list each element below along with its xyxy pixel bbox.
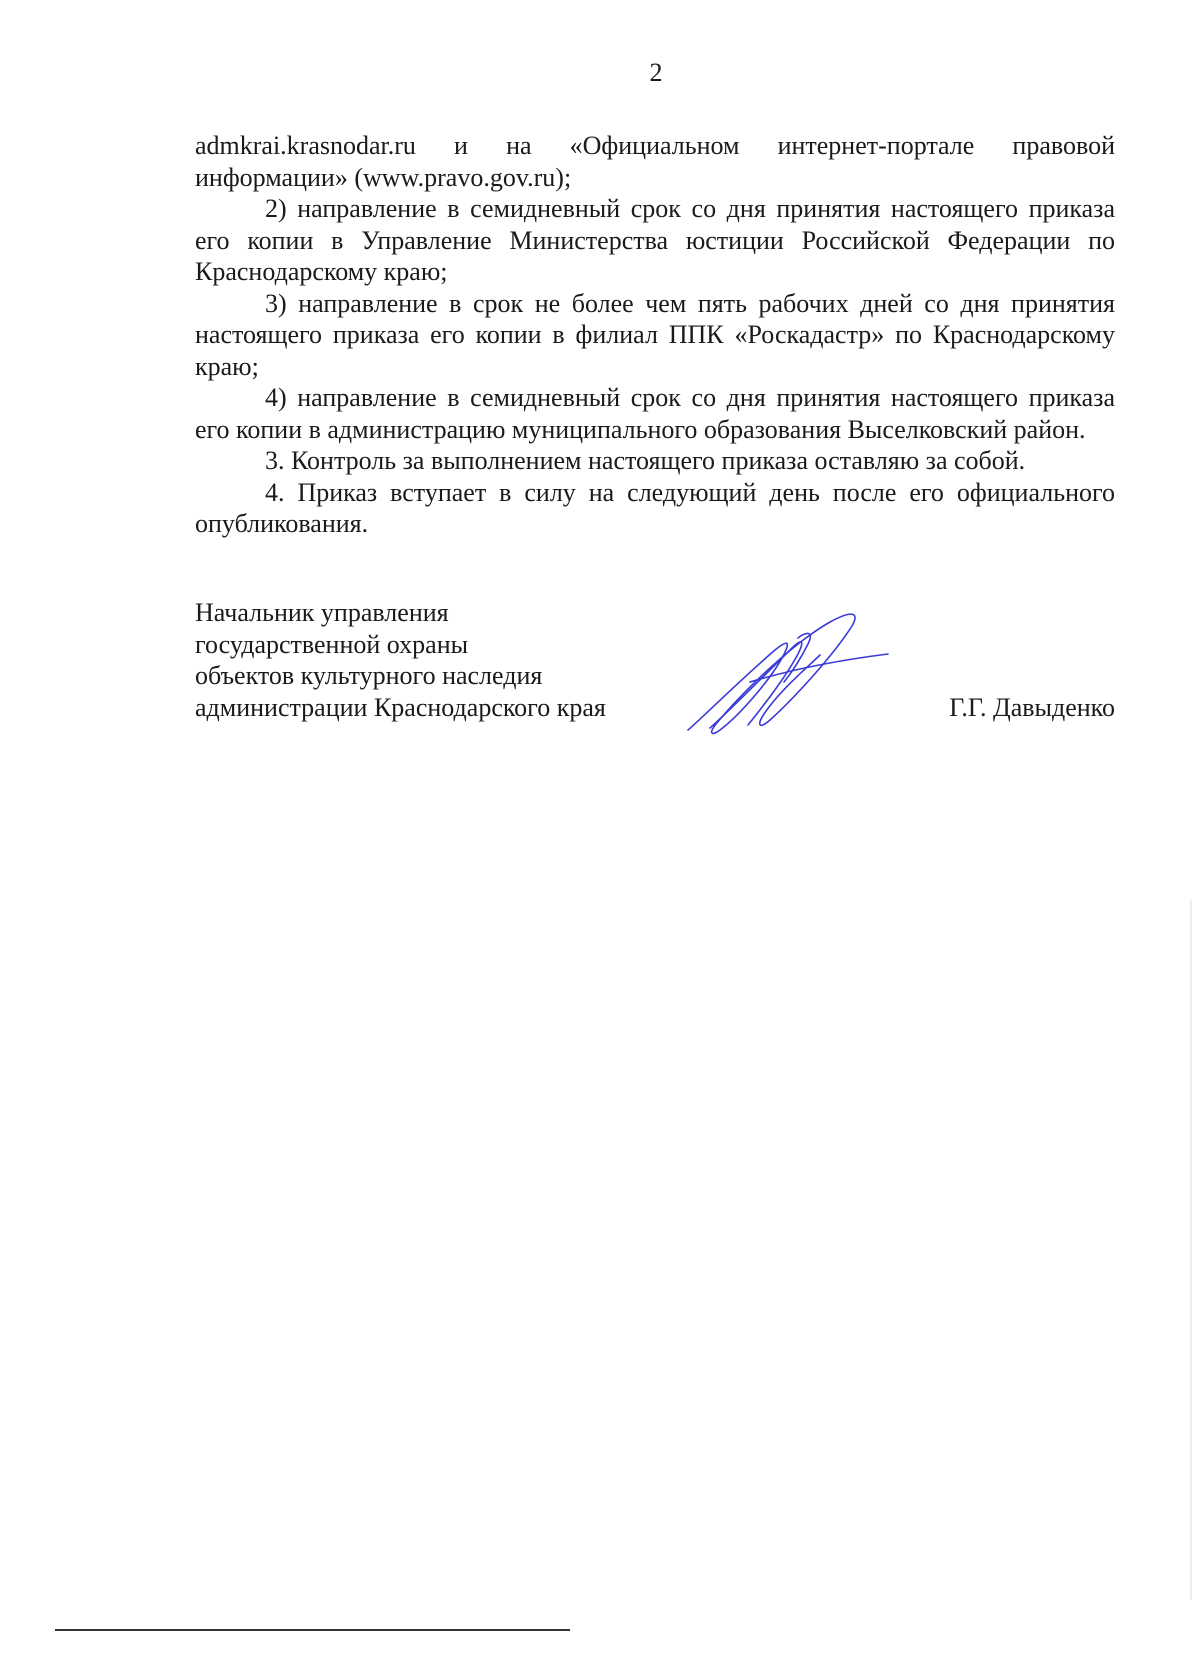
scan-edge-shadow (1190, 900, 1192, 1600)
paragraph-clause-3: 3. Контроль за выполнением настоящего приказа оставляю за собой. (265, 446, 1026, 475)
paragraph-item-4: 4) направление в семидневный срок со дня принятия настоящего приказа его копии в администрацию муниципального образования Выселковский район. (195, 383, 1115, 444)
signatory-title-line: объектов культурного наследия (195, 661, 543, 690)
paragraph-item-2: 2) направление в семидневный срок со дня принятия настоящего приказа его копии в Управление Министерства юстиции Российской Федерации по Краснодарскому краю; (195, 194, 1115, 286)
footer-rule (55, 1629, 570, 1631)
page-number: 2 (649, 58, 663, 87)
signature-stroke (688, 614, 855, 733)
paragraph-clause-4: 4. Приказ вступает в силу на следующий день после его официального опубликования. (195, 477, 1115, 538)
paragraph-url-continuation: admkrai.krasnodar.ru и на «Официальном интернет-портале правовой информации» (www.pravo.gov.ru); (195, 131, 1115, 192)
signature-stroke (784, 633, 810, 682)
document-body (195, 130, 1115, 540)
handwritten-signature (680, 610, 890, 740)
paragraph-item-3: 3) направление в срок не более чем пять рабочих дней со дня принятия настоящего приказа его копии в филиал ППК «Роскадастр» по Краснодарскому краю; (195, 288, 1115, 381)
signatory-title (195, 597, 606, 723)
signature-block (195, 597, 1115, 727)
signatory-title-line: администрации Краснодарского края (195, 692, 606, 722)
signatory-name: Г.Г. Давыденко (949, 692, 1115, 722)
signatory-title-line: Начальник управления (195, 598, 449, 627)
signatory-title-line: государственной охраны (195, 629, 469, 659)
